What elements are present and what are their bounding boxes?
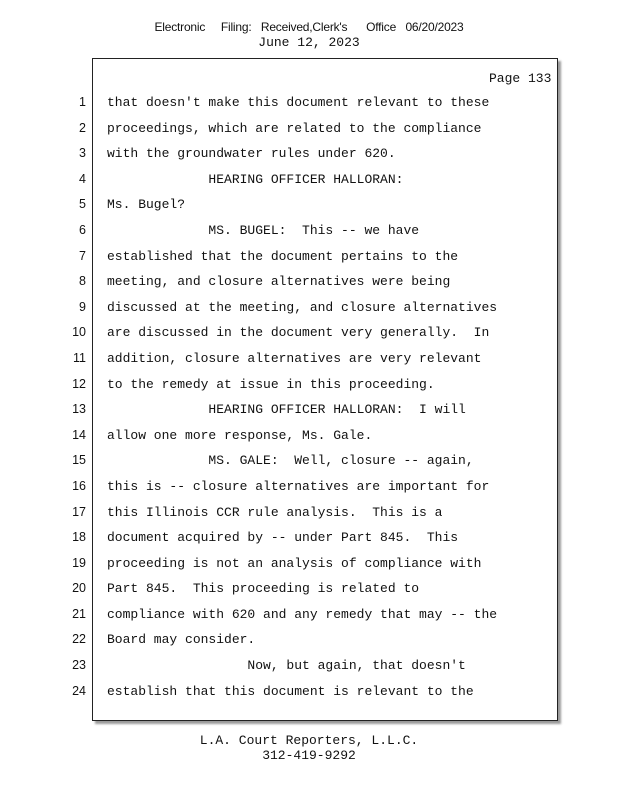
transcript-line: are discussed in the document very generally. In	[107, 325, 490, 341]
line-number: 24	[72, 683, 86, 698]
transcript-line: discussed at the meeting, and closure alternatives	[107, 299, 498, 315]
line-number: 22	[72, 632, 86, 647]
line-number: 8	[79, 274, 86, 289]
line-number: 7	[79, 248, 86, 263]
line-number: 5	[79, 197, 86, 212]
transcript-line: compliance with 620 and any remedy that may -- the	[107, 606, 498, 622]
transcript-line: MS. BUGEL: This -- we have	[107, 222, 420, 238]
line-number: 3	[79, 146, 86, 161]
line-number: 11	[73, 350, 86, 365]
line-number: 14	[72, 427, 86, 442]
transcript-body	[107, 90, 552, 704]
transcript-line: Now, but again, that doesn't	[107, 658, 466, 674]
line-number: 16	[72, 478, 86, 493]
hearing-date: June 12, 2023	[258, 35, 360, 50]
transcript-line: establish that this document is relevant to the	[107, 683, 474, 699]
page-number: Page 133	[489, 71, 552, 86]
transcript-line: proceeding is not an analysis of compliance with	[107, 555, 482, 571]
transcript-line: Board may consider.	[107, 632, 256, 648]
line-number: 20	[72, 581, 86, 596]
transcript-line: HEARING OFFICER HALLORAN:	[107, 171, 404, 187]
court-reporter-name: L.A. Court Reporters, L.L.C.	[199, 733, 419, 748]
line-number: 9	[79, 299, 86, 314]
transcript-line: with the groundwater rules under 620.	[107, 146, 396, 162]
line-number-column	[62, 90, 86, 704]
line-number: 15	[72, 453, 86, 468]
transcript-line: Ms. Bugel?	[107, 197, 186, 213]
transcript-line: meeting, and closure alternatives were being	[107, 274, 451, 290]
transcript-line: proceedings, which are related to the compliance	[107, 120, 482, 136]
transcript-line: this Illinois CCR rule analysis. This is a	[107, 504, 443, 520]
line-number: 6	[79, 222, 86, 237]
transcript-line: that doesn't make this document relevant to these	[107, 95, 490, 110]
line-number: 2	[79, 120, 86, 135]
line-number: 13	[72, 402, 86, 417]
transcript-line: this is -- closure alternatives are important for	[107, 478, 490, 494]
transcript-line: HEARING OFFICER HALLORAN: I will	[107, 402, 466, 418]
line-number: 10	[72, 325, 86, 340]
line-number: 1	[79, 95, 86, 109]
transcript-line: document acquired by -- under Part 845. This	[107, 530, 459, 546]
court-reporter-phone: 312-419-9292	[262, 748, 356, 763]
line-number: 21	[72, 606, 86, 621]
line-number: 17	[72, 504, 86, 519]
transcript-line: Part 845. This proceeding is related to	[107, 581, 420, 597]
transcript-line: addition, closure alternatives are very relevant	[107, 350, 482, 366]
line-number: 12	[72, 376, 86, 391]
transcript-line: MS. GALE: Well, closure -- again,	[107, 453, 474, 469]
line-number: 18	[72, 530, 86, 545]
transcript-line: allow one more response, Ms. Gale.	[107, 427, 373, 443]
filing-stamp: Electronic Filing: Received,Clerk's Office 06/20/2023	[154, 20, 464, 34]
line-number: 23	[72, 658, 86, 673]
transcript-line: established that the document pertains to the	[107, 248, 459, 264]
line-number: 4	[79, 171, 86, 186]
transcript-line: to the remedy at issue in this proceeding.	[107, 376, 435, 392]
line-number: 19	[72, 555, 86, 570]
